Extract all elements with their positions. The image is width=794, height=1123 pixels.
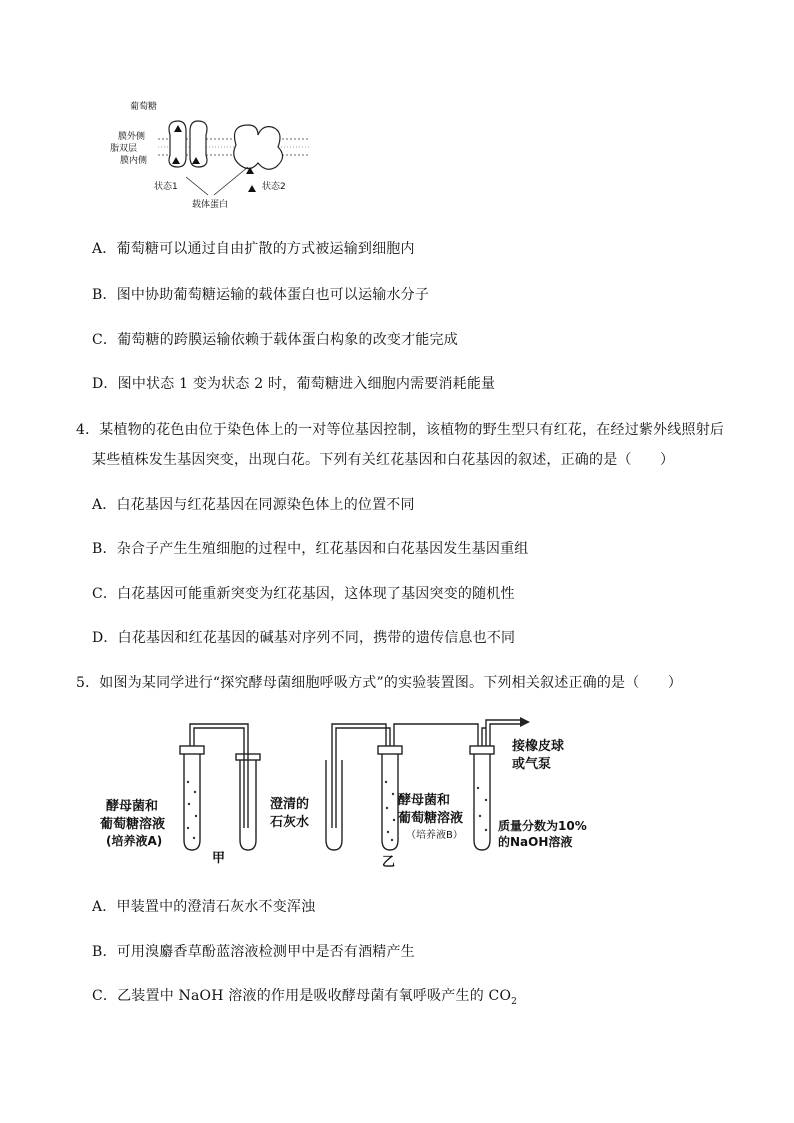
q3-option-a: A．葡萄糖可以通过自由扩散的方式被运输到细胞内 [92,241,415,257]
label-limewater-2: 石灰水 [270,815,310,830]
label-naoh-1: 质量分数为10% [498,819,587,833]
label-jia: 甲 [212,851,226,866]
q4-option-b: B．杂合子产生生殖细胞的过程中，红花基因和白花基因发生基因重组 [92,541,529,557]
label-naoh-2: 的NaOH溶液 [498,835,573,849]
label-yeast-a-1: 酵母菌和 [106,799,159,814]
q4-option-d: D．白花基因和红花基因的碱基对序列不同，携带的遗传信息也不同 [92,630,516,646]
label-pump-1: 接橡皮球 [512,739,565,754]
label-pump-2: 或气泵 [512,757,552,772]
label-yeast-b-1: 酵母菌和 [398,793,451,808]
q3-option-c: C．葡萄糖的跨膜运输依赖于载体蛋白构象的改变才能完成 [92,332,458,348]
label-medium-b: （培养液B） [406,830,463,841]
tube-yi-2 [382,754,398,850]
label-yi: 乙 [382,855,396,870]
label-state1: 状态1 [154,182,178,192]
label-outside: 膜外侧 [118,132,146,142]
label-bilayer: 脂双层 [110,144,138,154]
q5-option-b: B．可用溴麝香草酚蓝溶液检测甲中是否有酒精产生 [92,944,415,960]
q4-stem-line1: 4．某植物的花色由位于染色体上的一对等位基因控制，该植物的野生型只有红花，在经过紫外线照射后 [76,422,725,438]
label-glucose: 葡萄糖 [130,102,158,112]
label-medium-a: (培养液A) [106,834,163,848]
q4-stem-line2: 某些植株发生基因突变，出现白花。下列有关红花基因和白花基因的叙述，正确的是（ ） [92,452,675,468]
pipe-yi [332,724,386,828]
yeast-respiration-figure [100,712,620,872]
label-state2: 状态2 [262,182,286,192]
q3-option-b: B．图中协助葡萄糖运输的载体蛋白也可以运输水分子 [92,287,430,303]
label-yeast-a-2: 葡萄糖溶液 [100,817,166,832]
q5-option-c-subscript: 2 [511,996,518,1007]
label-limewater-1: 澄清的 [270,797,310,812]
membrane-transport-figure [110,95,310,215]
q5-option-c-text: C．乙装置中 NaOH 溶液的作用是吸收酵母菌有氧呼吸产生的 CO [92,988,512,1004]
carrier-protein-state2 [234,125,283,169]
q3-option-d: D．图中状态 1 变为状态 2 时，葡萄糖进入细胞内需要消耗能量 [92,376,496,392]
label-inside: 膜内侧 [120,156,148,166]
label-carrier: 载体蛋白 [192,200,229,210]
tube-jia-1 [184,754,200,850]
label-yeast-b-2: 葡萄糖溶液 [398,811,464,826]
q5-stem: 5．如图为某同学进行“探究酵母菌细胞呼吸方式”的实验装置图。下列相关叙述正确的是（ ） [76,675,683,691]
tube-yi-3 [474,754,490,850]
q4-option-a: A．白花基因与红花基因在同源染色体上的位置不同 [92,497,415,513]
q4-option-c: C．白花基因可能重新突变为红花基因，这体现了基因突变的随机性 [92,586,515,602]
q5-option-c [92,985,517,1007]
tube-yi-1 [326,760,342,850]
q5-option-a: A．甲装置中的澄清石灰水不变浑浊 [92,899,316,915]
